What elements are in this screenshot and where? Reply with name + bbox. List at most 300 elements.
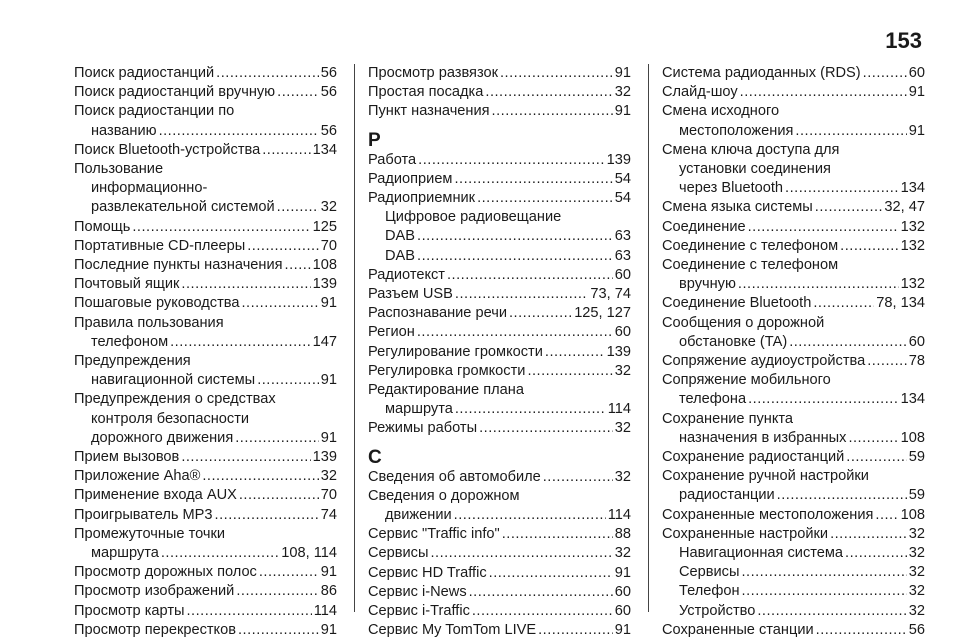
index-entry <box>662 410 925 448</box>
dot-leader <box>815 198 883 217</box>
dot-leader <box>417 227 613 246</box>
index-entry-pages: 32 <box>320 199 337 216</box>
index-entry-pages: 56 <box>320 122 337 139</box>
index-entry-pages: 78, 134 <box>876 295 925 312</box>
index-entry-text: Соединение с телефоном <box>662 237 839 254</box>
index-entry <box>662 237 925 256</box>
dot-leader <box>738 275 899 294</box>
index-entry-text: Смена ключа доступа для <box>662 141 840 158</box>
index-entry-text: Сведения о дорожном <box>368 487 520 504</box>
dot-leader <box>741 563 906 582</box>
dot-leader <box>170 333 311 352</box>
index-entry-pages: 32, 47 <box>884 199 925 216</box>
column-divider <box>648 64 649 612</box>
index-entry-text: Соединение с телефоном <box>662 257 839 274</box>
dot-leader <box>863 64 907 83</box>
index-entry-text: Сопряжение мобильного <box>662 372 831 389</box>
index-entry <box>368 602 631 621</box>
index-entry-pages: 88 <box>614 526 631 543</box>
index-entry-text: Промежуточные точки <box>74 525 226 542</box>
dot-leader <box>257 371 319 390</box>
index-entry <box>74 64 337 83</box>
index-entry-pages: 108 <box>900 506 925 523</box>
index-entry-pages: 70 <box>320 487 337 504</box>
index-entry-text: Радиоприемник <box>368 190 476 207</box>
dot-leader <box>418 151 604 170</box>
index-entry-pages: 54 <box>614 170 631 187</box>
index-entry-pages: 56 <box>908 621 925 638</box>
index-entry-pages: 86 <box>320 583 337 600</box>
dot-leader <box>538 621 613 640</box>
index-entry <box>368 525 631 544</box>
index-entry <box>74 160 337 218</box>
index-entry-text: DAB <box>385 228 416 245</box>
index-column-1 <box>74 64 337 640</box>
dot-leader <box>277 83 319 102</box>
index-entry-text: радиостанции <box>679 487 775 504</box>
index-entry <box>74 390 337 448</box>
index-entry-text: Приложение Aha® <box>74 468 201 485</box>
index-entry-text: Сервис i-Traffic <box>368 603 470 620</box>
dot-leader <box>238 621 319 640</box>
index-entry <box>662 602 925 621</box>
index-entry-text: Сохраненные местоположения <box>662 506 874 523</box>
index-entry <box>74 582 337 601</box>
dot-leader <box>241 294 318 313</box>
index-entry-pages: 108 <box>312 257 337 274</box>
dot-leader <box>161 544 279 563</box>
index-entry-pages: 134 <box>312 141 337 158</box>
index-entry-text: маршрута <box>91 545 159 562</box>
index-entry <box>662 544 925 563</box>
index-entry-pages: 32 <box>320 468 337 485</box>
index-entry-text: Навигационная система <box>679 545 844 562</box>
index-entry-text: Пункт назначения <box>368 103 490 120</box>
dot-leader <box>159 122 319 141</box>
index-entry-pages: 78 <box>908 353 925 370</box>
dot-leader <box>502 525 613 544</box>
index-entry-pages: 91 <box>320 372 337 389</box>
index-entry <box>662 198 925 217</box>
index-entry-text: местоположения <box>679 122 794 139</box>
page-number: 153 <box>885 28 922 53</box>
index-entry-pages: 32 <box>908 545 925 562</box>
dot-leader <box>262 141 310 160</box>
index-entry-text: вручную <box>679 276 736 293</box>
index-entry <box>74 506 337 525</box>
index-entry <box>368 208 631 246</box>
index-entry-text: Сервис i-News <box>368 583 467 600</box>
dot-leader <box>247 237 319 256</box>
index-column-2 <box>368 64 631 640</box>
index-entry <box>74 486 337 505</box>
index-letter-heading: Р <box>368 129 381 151</box>
index-entry-text: Поиск радиостанции по <box>74 103 235 120</box>
index-entry-pages: 32 <box>614 84 631 101</box>
index-entry <box>368 83 631 102</box>
index-entry <box>368 621 631 640</box>
dot-leader <box>848 429 898 448</box>
dot-leader <box>813 294 874 313</box>
dot-leader <box>500 64 613 83</box>
dot-leader <box>285 256 311 275</box>
dot-leader <box>742 582 907 601</box>
index-entry-pages: 114 <box>607 507 631 524</box>
index-entry <box>662 371 925 409</box>
dot-leader <box>875 506 898 525</box>
index-entry-text: Сохраненные станции <box>662 621 814 638</box>
index-entry-pages: 60 <box>908 65 925 81</box>
index-entry <box>662 314 925 352</box>
index-entry-pages: 91 <box>320 295 337 312</box>
index-entry-text: названию <box>91 122 157 139</box>
index-entry-pages: 60 <box>614 266 631 283</box>
index-entry-text: Распознавание речи <box>368 305 507 322</box>
index-entry <box>662 294 925 313</box>
index-entry-pages: 60 <box>908 333 925 350</box>
dot-leader <box>277 198 319 217</box>
dot-leader <box>455 285 589 304</box>
index-entry-pages: 56 <box>320 65 337 81</box>
dot-leader <box>454 170 612 189</box>
index-entry-text: маршрута <box>385 401 453 418</box>
dot-leader <box>789 333 907 352</box>
dot-leader <box>239 486 319 505</box>
dot-leader <box>777 486 907 505</box>
index-entry-text: Сообщения о дорожной <box>662 314 825 331</box>
index-entry-text: Сервис HD Traffic <box>368 564 487 581</box>
index-entry-text: Прием вызовов <box>74 449 180 466</box>
index-entry <box>662 467 925 505</box>
dot-leader <box>545 343 605 362</box>
index-entry <box>368 285 631 304</box>
dot-leader <box>132 218 310 237</box>
index-entry-text: Предупреждения <box>74 353 191 370</box>
index-entry <box>662 448 925 467</box>
index-entry <box>368 189 631 208</box>
index-entry-text: Цифровое радиовещание <box>385 209 562 226</box>
index-entry-text: Режимы работы <box>368 420 478 437</box>
index-entry-text: Просмотр развязок <box>368 65 498 81</box>
dot-leader <box>216 64 319 83</box>
index-entry-pages: 91 <box>320 429 337 446</box>
index-entry-text: Регулирование громкости <box>368 343 543 360</box>
dot-leader <box>447 266 613 285</box>
index-entry-pages: 132 <box>900 218 925 235</box>
index-entry-pages: 63 <box>614 247 631 264</box>
index-entry <box>368 487 631 525</box>
index-entry-pages: 108, 114 <box>281 545 337 562</box>
index-entry-pages: 32 <box>614 420 631 437</box>
dot-leader <box>235 429 319 448</box>
index-entry <box>368 170 631 189</box>
dot-leader <box>417 323 613 342</box>
index-entry-pages: 32 <box>908 564 925 581</box>
index-entry <box>662 352 925 371</box>
dot-leader <box>840 237 898 256</box>
dot-leader <box>417 247 613 266</box>
index-entry <box>74 256 337 275</box>
index-entry-text: Портативные CD-плееры <box>74 237 246 254</box>
index-entry-pages: 91 <box>908 122 925 139</box>
column-divider <box>354 64 355 612</box>
dot-leader <box>236 582 318 601</box>
index-entry <box>74 602 337 621</box>
dot-leader <box>479 419 613 438</box>
index-entry-text: Редактирование плана <box>368 382 524 399</box>
dot-leader <box>455 400 606 419</box>
index-entry <box>74 294 337 313</box>
index-entry <box>662 525 925 544</box>
index-entry-text: Регион <box>368 324 415 341</box>
index-entry-pages: 147 <box>312 333 337 350</box>
dot-leader <box>785 179 899 198</box>
index-entry-pages: 60 <box>614 583 631 600</box>
index-entry <box>74 563 337 582</box>
index-entry-pages: 108 <box>900 429 925 446</box>
index-entry <box>74 621 337 640</box>
index-entry-text: Правила пользования <box>74 314 224 331</box>
dot-leader <box>215 506 319 525</box>
dot-leader <box>795 122 906 141</box>
dot-leader <box>830 525 907 544</box>
index-entry-text: Разъем USB <box>368 286 453 303</box>
index-entry-text: через Bluetooth <box>679 180 784 197</box>
index-entry <box>368 102 631 121</box>
index-entry-text: Сервис My TomTom LIVE <box>368 622 537 639</box>
index-entry-pages: 63 <box>614 228 631 245</box>
index-entry-text: Предупреждения о средствах <box>74 391 276 408</box>
dot-leader <box>867 352 907 371</box>
index-entry-pages: 73, 74 <box>590 286 631 303</box>
dot-leader <box>181 275 310 294</box>
index-columns <box>0 64 960 639</box>
index-entry-pages: 139 <box>606 151 631 168</box>
index-entry <box>74 467 337 486</box>
index-entry <box>368 468 631 487</box>
index-entry-text: Пользование <box>74 161 164 178</box>
index-entry-text: Регулировка громкости <box>368 362 526 379</box>
dot-leader <box>202 467 318 486</box>
dot-leader <box>757 602 906 621</box>
dot-leader <box>509 304 572 323</box>
dot-leader <box>748 218 899 237</box>
index-entry-pages: 125 <box>312 218 337 235</box>
dot-leader <box>485 83 612 102</box>
index-entry <box>662 256 925 294</box>
index-entry-text: Телефон <box>679 583 740 600</box>
index-entry <box>74 275 337 294</box>
index-entry-pages: 91 <box>614 564 631 581</box>
index-entry-pages: 139 <box>312 449 337 466</box>
index-entry-pages: 54 <box>614 190 631 207</box>
index-entry-text: Смена исходного <box>662 103 780 120</box>
index-entry-text: развлекательной системой <box>91 199 275 216</box>
index-entry-text: контроля безопасности <box>91 410 250 427</box>
index-entry <box>74 525 337 563</box>
index-entry-pages: 91 <box>614 622 631 639</box>
index-entry <box>368 564 631 583</box>
index-entry-text: дорожного движения <box>91 429 234 446</box>
index-entry-pages: 125, 127 <box>574 305 631 322</box>
index-entry-pages: 114 <box>607 401 631 418</box>
index-entry <box>74 83 337 102</box>
dot-leader <box>259 563 319 582</box>
dot-leader <box>454 506 606 525</box>
index-entry-pages: 91 <box>320 564 337 581</box>
index-entry-pages: 60 <box>614 603 631 620</box>
index-entry-pages: 32 <box>908 602 925 619</box>
dot-leader <box>845 544 907 563</box>
index-entry-pages: 60 <box>614 324 631 341</box>
index-entry-text: Работа <box>368 151 417 168</box>
dot-leader <box>527 362 612 381</box>
index-entry <box>74 237 337 256</box>
index-entry <box>368 583 631 602</box>
index-entry-text: Сопряжение аудиоустройства <box>662 353 866 370</box>
index-entry-pages: 139 <box>606 343 631 360</box>
index-entry <box>368 151 631 170</box>
index-entry-text: Помощь <box>74 218 131 235</box>
index-entry <box>662 582 925 601</box>
index-entry-pages: 59 <box>908 487 925 504</box>
index-entry-pages: 32 <box>614 545 631 562</box>
index-entry-text: Сервисы <box>679 564 740 581</box>
index-entry <box>662 64 925 83</box>
index-entry <box>368 323 631 342</box>
index-entry <box>662 218 925 237</box>
index-entry <box>662 506 925 525</box>
index-entry-text: обстановке (TA) <box>679 333 788 350</box>
index-entry <box>74 102 337 140</box>
index-entry-text: телефона <box>679 391 747 408</box>
index-entry <box>368 544 631 563</box>
index-entry-text: Пошаговые руководства <box>74 295 240 312</box>
index-entry-pages: 134 <box>900 391 925 408</box>
index-entry <box>662 621 925 640</box>
index-entry-text: Просмотр дорожных полос <box>74 564 257 581</box>
index-entry-text: установки соединения <box>679 161 831 178</box>
index-entry-text: Проигрыватель MP3 <box>74 506 213 523</box>
index-entry-text: Устройство <box>679 602 756 619</box>
index-entry-text: Простая посадка <box>368 84 484 101</box>
index-entry <box>662 141 925 199</box>
index-entry <box>662 83 925 102</box>
index-entry-pages: 32 <box>614 362 631 379</box>
index-entry <box>74 218 337 237</box>
dot-leader <box>469 583 613 602</box>
index-entry-pages: 59 <box>908 449 925 466</box>
dot-leader <box>472 602 613 621</box>
dot-leader <box>181 448 310 467</box>
index-entry <box>368 419 631 438</box>
index-entry-pages: 32 <box>908 583 925 600</box>
index-entry-text: навигационной системы <box>91 372 256 389</box>
index-entry-text: Последние пункты назначения <box>74 257 283 274</box>
index-column-3 <box>662 64 925 640</box>
index-entry-text: движении <box>385 507 452 524</box>
index-entry-pages: 134 <box>900 180 925 197</box>
index-entry-text: информационно- <box>91 180 208 197</box>
index-entry-text: Система радиоданных (RDS) <box>662 65 861 81</box>
dot-leader <box>477 189 613 208</box>
index-entry-pages: 91 <box>614 65 631 81</box>
index-entry-pages: 74 <box>320 506 337 523</box>
index-entry <box>662 563 925 582</box>
index-entry-text: Просмотр карты <box>74 602 185 619</box>
index-entry-text: Смена языка системы <box>662 199 813 216</box>
index-entry-pages: 91 <box>908 84 925 101</box>
index-entry <box>74 448 337 467</box>
index-entry-text: Сохранение ручной настройки <box>662 468 869 485</box>
index-entry-pages: 132 <box>900 276 925 293</box>
index-entry <box>74 352 337 390</box>
dot-leader <box>492 102 613 121</box>
index-entry-pages: 32 <box>614 468 631 485</box>
index-entry-text: Поиск Bluetooth-устройства <box>74 141 261 158</box>
index-entry-text: Применение входа AUX <box>74 487 237 504</box>
index-entry-text: Почтовый ящик <box>74 276 180 293</box>
dot-leader <box>740 83 907 102</box>
index-entry <box>368 343 631 362</box>
index-entry <box>74 141 337 160</box>
index-entry-text: Сведения об автомобиле <box>368 468 541 485</box>
index-entry-text: назначения в избранных <box>679 429 847 446</box>
index-entry <box>368 247 631 266</box>
index-entry-pages: 114 <box>313 602 337 619</box>
index-entry <box>368 362 631 381</box>
index-entry-pages: 56 <box>320 84 337 101</box>
index-entry-pages: 70 <box>320 237 337 254</box>
index-entry <box>662 102 925 140</box>
index-entry <box>368 381 631 419</box>
index-letter-heading: С <box>368 446 382 468</box>
dot-leader <box>816 621 907 640</box>
index-entry-text: Просмотр изображений <box>74 583 235 600</box>
index-entry-pages: 91 <box>320 621 337 638</box>
index-entry-text: Радиотекст <box>368 266 445 283</box>
index-entry <box>368 266 631 285</box>
index-entry-text: Сервис "Traffic info" <box>368 526 500 543</box>
index-entry-text: DAB <box>385 247 416 264</box>
dot-leader <box>748 390 899 409</box>
dot-leader <box>543 468 613 487</box>
index-entry-text: Сервисы <box>368 545 429 562</box>
index-entry-text: Сохранение радиостанций <box>662 449 845 466</box>
index-entry-text: Слайд-шоу <box>662 84 738 101</box>
index-entry <box>368 304 631 323</box>
index-entry-text: Соединение Bluetooth <box>662 295 812 312</box>
index-entry-text: Просмотр перекрестков <box>74 621 236 638</box>
index-entry-text: Поиск радиостанций вручную <box>74 84 276 101</box>
index-entry-pages: 132 <box>900 237 925 254</box>
dot-leader <box>846 448 907 467</box>
dot-leader <box>187 602 312 621</box>
index-entry-text: Сохранение пункта <box>662 410 794 427</box>
index-entry <box>368 64 631 83</box>
index-entry-text: телефоном <box>91 333 169 350</box>
index-entry-pages: 139 <box>312 276 337 293</box>
index-entry-text: Радиоприем <box>368 170 453 187</box>
index-entry <box>74 314 337 352</box>
dot-leader <box>489 564 613 583</box>
index-entry-pages: 32 <box>908 525 925 542</box>
index-entry-text: Сохраненные настройки <box>662 525 829 542</box>
index-entry-text: Поиск радиостанций <box>74 65 215 81</box>
dot-leader <box>430 544 612 563</box>
index-entry-text: Соединение <box>662 218 746 235</box>
index-entry-pages: 91 <box>614 103 631 120</box>
